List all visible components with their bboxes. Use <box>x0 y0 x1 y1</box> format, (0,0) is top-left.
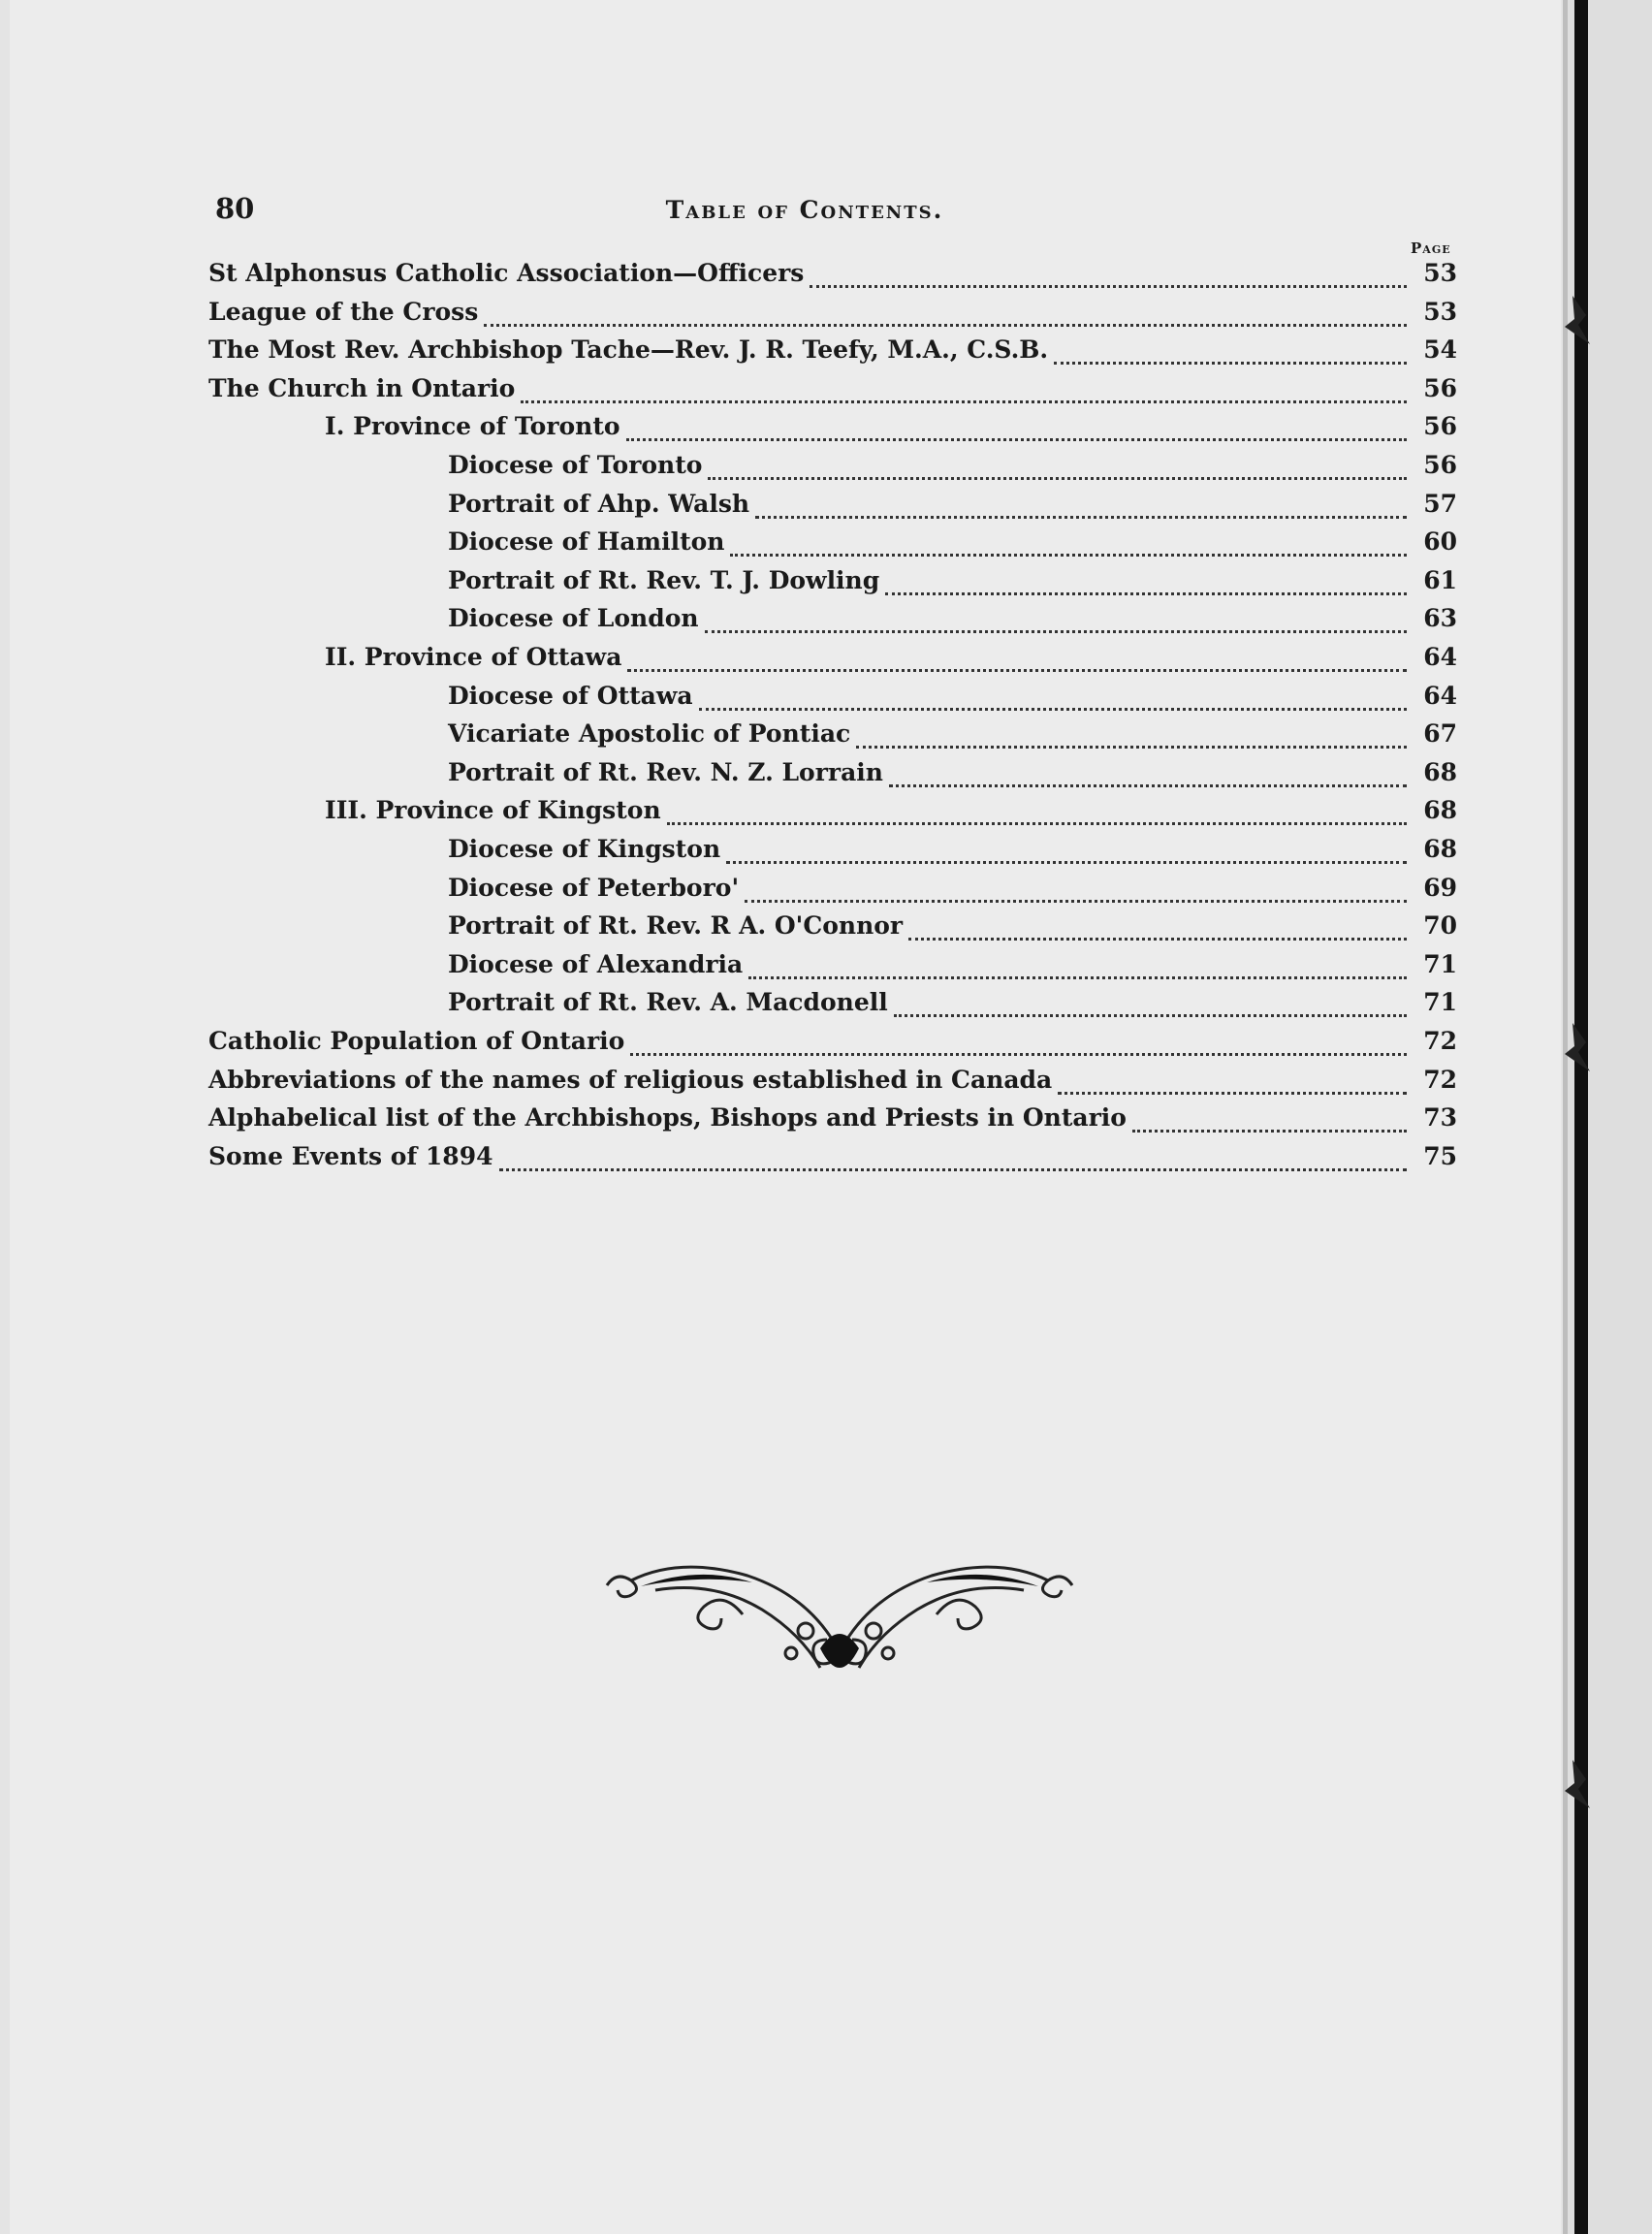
toc-entry-page: 63 <box>1423 604 1457 632</box>
toc-entry <box>448 950 1457 987</box>
toc-entry <box>208 335 1457 372</box>
toc-entry-page: 72 <box>1423 1027 1457 1055</box>
dot-leader <box>810 285 1407 288</box>
toc-entry-title: The Most Rev. Archbishop Tache—Rev. J. R. Teefy, M.A., C.S.B. <box>208 335 1049 364</box>
toc-entry <box>208 298 1457 335</box>
toc-entry <box>448 758 1457 795</box>
dot-leader <box>484 324 1407 327</box>
dot-leader <box>885 592 1407 595</box>
ornament-icon <box>597 1551 1082 1687</box>
dot-leader <box>755 516 1407 519</box>
binding-tear-icon <box>1553 1018 1592 1076</box>
page-column-label: Page <box>1411 239 1451 257</box>
toc-entry <box>448 911 1457 948</box>
toc-entry <box>448 604 1457 641</box>
dot-leader <box>1058 1092 1407 1095</box>
toc-entry-title: The Church in Ontario <box>208 374 516 402</box>
toc-entry <box>448 451 1457 488</box>
toc-entry <box>208 374 1457 411</box>
toc-entry-title: Portrait of Rt. Rev. R A. O'Connor <box>448 911 904 940</box>
toc-entry <box>448 566 1457 603</box>
toc-entry <box>208 1066 1457 1102</box>
dot-leader <box>894 1014 1407 1017</box>
toc-entry <box>448 835 1457 872</box>
toc-entry-title: Diocese of Ottawa <box>448 682 693 710</box>
binding-tear-icon <box>1553 291 1592 349</box>
toc-entry <box>448 682 1457 718</box>
page-number: 80 <box>215 192 255 225</box>
toc-entry-page: 73 <box>1423 1103 1457 1132</box>
dot-leader <box>745 900 1407 903</box>
toc-entry-page: 60 <box>1423 527 1457 556</box>
toc-entry-page: 53 <box>1423 298 1457 326</box>
toc-entry-title: Diocese of Toronto <box>448 451 703 479</box>
toc-entry-title: Diocese of Kingston <box>448 835 721 863</box>
dot-leader <box>627 669 1407 672</box>
toc-entry <box>448 988 1457 1025</box>
toc-entry <box>325 796 1457 833</box>
toc-entry-title: Diocese of Hamilton <box>448 527 725 556</box>
toc-entry <box>208 259 1457 296</box>
dot-leader <box>667 822 1407 825</box>
toc-entry-page: 54 <box>1423 335 1457 364</box>
dot-leader <box>630 1053 1407 1056</box>
toc-entry-page: 56 <box>1423 374 1457 402</box>
toc-entry <box>448 490 1457 527</box>
toc-entry-title: League of the Cross <box>208 298 479 326</box>
toc-entry-page: 68 <box>1423 835 1457 863</box>
toc-entry-title: I. Province of Toronto <box>325 412 620 440</box>
toc-entry-title: III. Province of Kingston <box>325 796 661 824</box>
toc-entry-page: 61 <box>1423 566 1457 594</box>
toc-entry-page: 53 <box>1423 259 1457 287</box>
toc-entry <box>325 412 1457 449</box>
toc-entry-title: II. Province of Ottawa <box>325 643 622 671</box>
toc-entry <box>208 1027 1457 1064</box>
toc-entry-title: Portrait of Ahp. Walsh <box>448 490 750 518</box>
toc-entry <box>208 1142 1457 1179</box>
toc-entry <box>448 874 1457 910</box>
dot-leader <box>726 861 1407 864</box>
dot-leader <box>856 746 1407 749</box>
toc-entry-title: Diocese of London <box>448 604 699 632</box>
dot-leader <box>908 938 1407 941</box>
book-page <box>10 0 1561 2234</box>
dot-leader <box>705 630 1407 633</box>
dot-leader <box>1132 1130 1407 1133</box>
toc-entry-title: Diocese of Alexandria <box>448 950 744 978</box>
toc-entry <box>208 1103 1457 1140</box>
dot-leader <box>499 1168 1408 1171</box>
toc-entry-page: 69 <box>1423 874 1457 902</box>
binding-tear-icon <box>1553 1755 1592 1813</box>
toc-entry <box>448 527 1457 564</box>
toc-entry-page: 72 <box>1423 1066 1457 1094</box>
toc-entry-title: Some Events of 1894 <box>208 1142 493 1170</box>
toc-entry-page: 75 <box>1423 1142 1457 1170</box>
toc-entry-page: 71 <box>1423 988 1457 1016</box>
toc-entry-page: 68 <box>1423 796 1457 824</box>
toc-entry-title: Portrait of Rt. Rev. A. Macdonell <box>448 988 888 1016</box>
toc-entry-title: St Alphonsus Catholic Association—Officers <box>208 259 805 287</box>
toc-entry-title: Catholic Population of Ontario <box>208 1027 625 1055</box>
toc-entry-title: Portrait of Rt. Rev. N. Z. Lorrain <box>448 758 883 786</box>
toc-entry-title: Portrait of Rt. Rev. T. J. Dowling <box>448 566 880 594</box>
dot-leader <box>626 438 1407 441</box>
toc-entry-page: 71 <box>1423 950 1457 978</box>
toc-entry-page: 68 <box>1423 758 1457 786</box>
running-head: Table of Contents. <box>665 196 944 224</box>
dot-leader <box>730 554 1407 557</box>
toc-entry-title: Diocese of Peterboro' <box>448 874 740 902</box>
dot-leader <box>889 784 1407 787</box>
toc-entry-page: 57 <box>1423 490 1457 518</box>
toc-entry <box>325 643 1457 680</box>
toc-entry-title: Alphabelical list of the Archbishops, Bishops and Priests in Ontario <box>208 1103 1127 1132</box>
toc-entry-title: Abbreviations of the names of religious established in Canada <box>208 1066 1053 1094</box>
toc-entry-page: 70 <box>1423 911 1457 940</box>
toc-entry-page: 64 <box>1423 682 1457 710</box>
dot-leader <box>699 708 1407 711</box>
toc-entry-page: 64 <box>1423 643 1457 671</box>
dot-leader <box>748 976 1407 979</box>
toc-entry <box>448 719 1457 756</box>
dot-leader <box>708 477 1407 480</box>
toc-entry-page: 67 <box>1423 719 1457 748</box>
toc-entry-title: Vicariate Apostolic of Pontiac <box>448 719 851 748</box>
dot-leader <box>521 400 1407 403</box>
toc-entry-page: 56 <box>1423 412 1457 440</box>
dot-leader <box>1054 362 1407 365</box>
toc-entry-page: 56 <box>1423 451 1457 479</box>
